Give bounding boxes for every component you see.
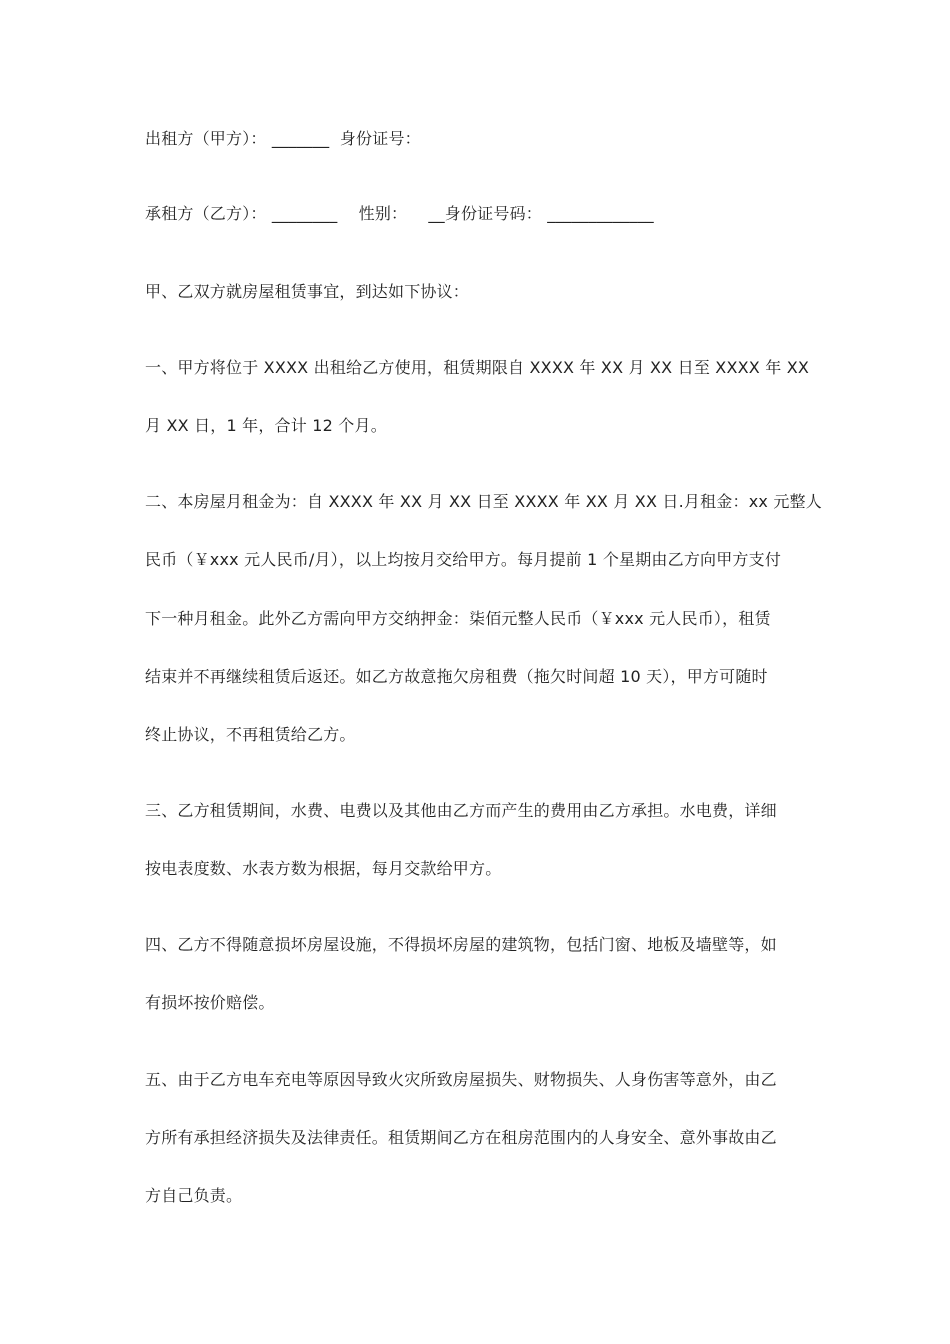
party-a-text: 出租方（甲方）： _______ 身份证号： — [145, 129, 421, 148]
clause2-text: 民币（￥xxx 元人民币/月），以上均按月交给甲方。每月提前 1 个星期由乙方向甲方支付 — [145, 550, 782, 569]
clause2-line — [145, 725, 810, 745]
clause2-text: 结束并不再继续租赁后返还。如乙方故意拖欠房租费（拖欠时间超 10 天），甲方可随时 — [145, 667, 768, 686]
intro-text: 甲、乙双方就房屋租赁事宜，到达如下协议： — [145, 282, 470, 301]
clause2-text: 二、本房屋月租金为：自 XXXX 年 XX 月 XX 日至 XXXX 年 XX 月 XX 日.月租金：xx 元整人 — [145, 492, 822, 511]
clause5-text: 五、由于乙方电车充电等原因导致火灾所致房屋损失、财物损失、人身伤害等意外，由乙 — [145, 1070, 777, 1089]
clause4-text: 四、乙方不得随意损坏房屋设施，不得损坏房屋的建筑物，包括门窗、地板及墙壁等，如 — [145, 935, 777, 954]
clause5-text: 方所有承担经济损失及法律责任。租赁期间乙方在租房范围内的人身安全、意外事故由乙 — [145, 1128, 777, 1147]
clause4-line — [145, 993, 810, 1013]
clause1-line — [145, 416, 810, 436]
clause2-text: 下一种月租金。此外乙方需向甲方交纳押金：柒佰元整人民币（￥xxx 元人民币），租赁 — [145, 609, 771, 628]
clause2-line — [145, 609, 810, 629]
clause2-line — [145, 492, 822, 512]
clause5-line — [145, 1186, 810, 1206]
clause3-line — [145, 859, 810, 879]
clause3-text: 三、乙方租赁期间，水费、电费以及其他由乙方而产生的费用由乙方承担。水电费，详细 — [145, 801, 777, 820]
party-a-line — [145, 129, 810, 149]
clause2-text: 终止协议，不再租赁给乙方。 — [145, 725, 356, 744]
clause4-line — [145, 935, 810, 955]
clause5-line — [145, 1070, 810, 1090]
clause3-text: 按电表度数、水表方数为根据，每月交款给甲方。 — [145, 859, 502, 878]
clause5-text: 方自己负责。 — [145, 1186, 243, 1205]
clause1-line — [145, 358, 810, 378]
clause2-line — [145, 550, 810, 570]
clause2-line — [145, 667, 810, 687]
clause5-line — [145, 1128, 810, 1148]
clause4-text: 有损坏按价赔偿。 — [145, 993, 275, 1012]
clause1-text: 一、甲方将位于 XXXX 出租给乙方使用，租赁期限自 XXXX 年 XX 月 XX 日至 XXXX 年 XX — [145, 358, 810, 377]
intro-line — [145, 282, 810, 302]
party-b-text: 承租方（乙方）： ________ 性别： __身份证号码： _____________ — [145, 204, 654, 223]
clause1-text: 月 XX 日，1 年，合计 12 个月。 — [145, 416, 387, 435]
party-b-line — [145, 204, 810, 224]
clause3-line — [145, 801, 810, 821]
